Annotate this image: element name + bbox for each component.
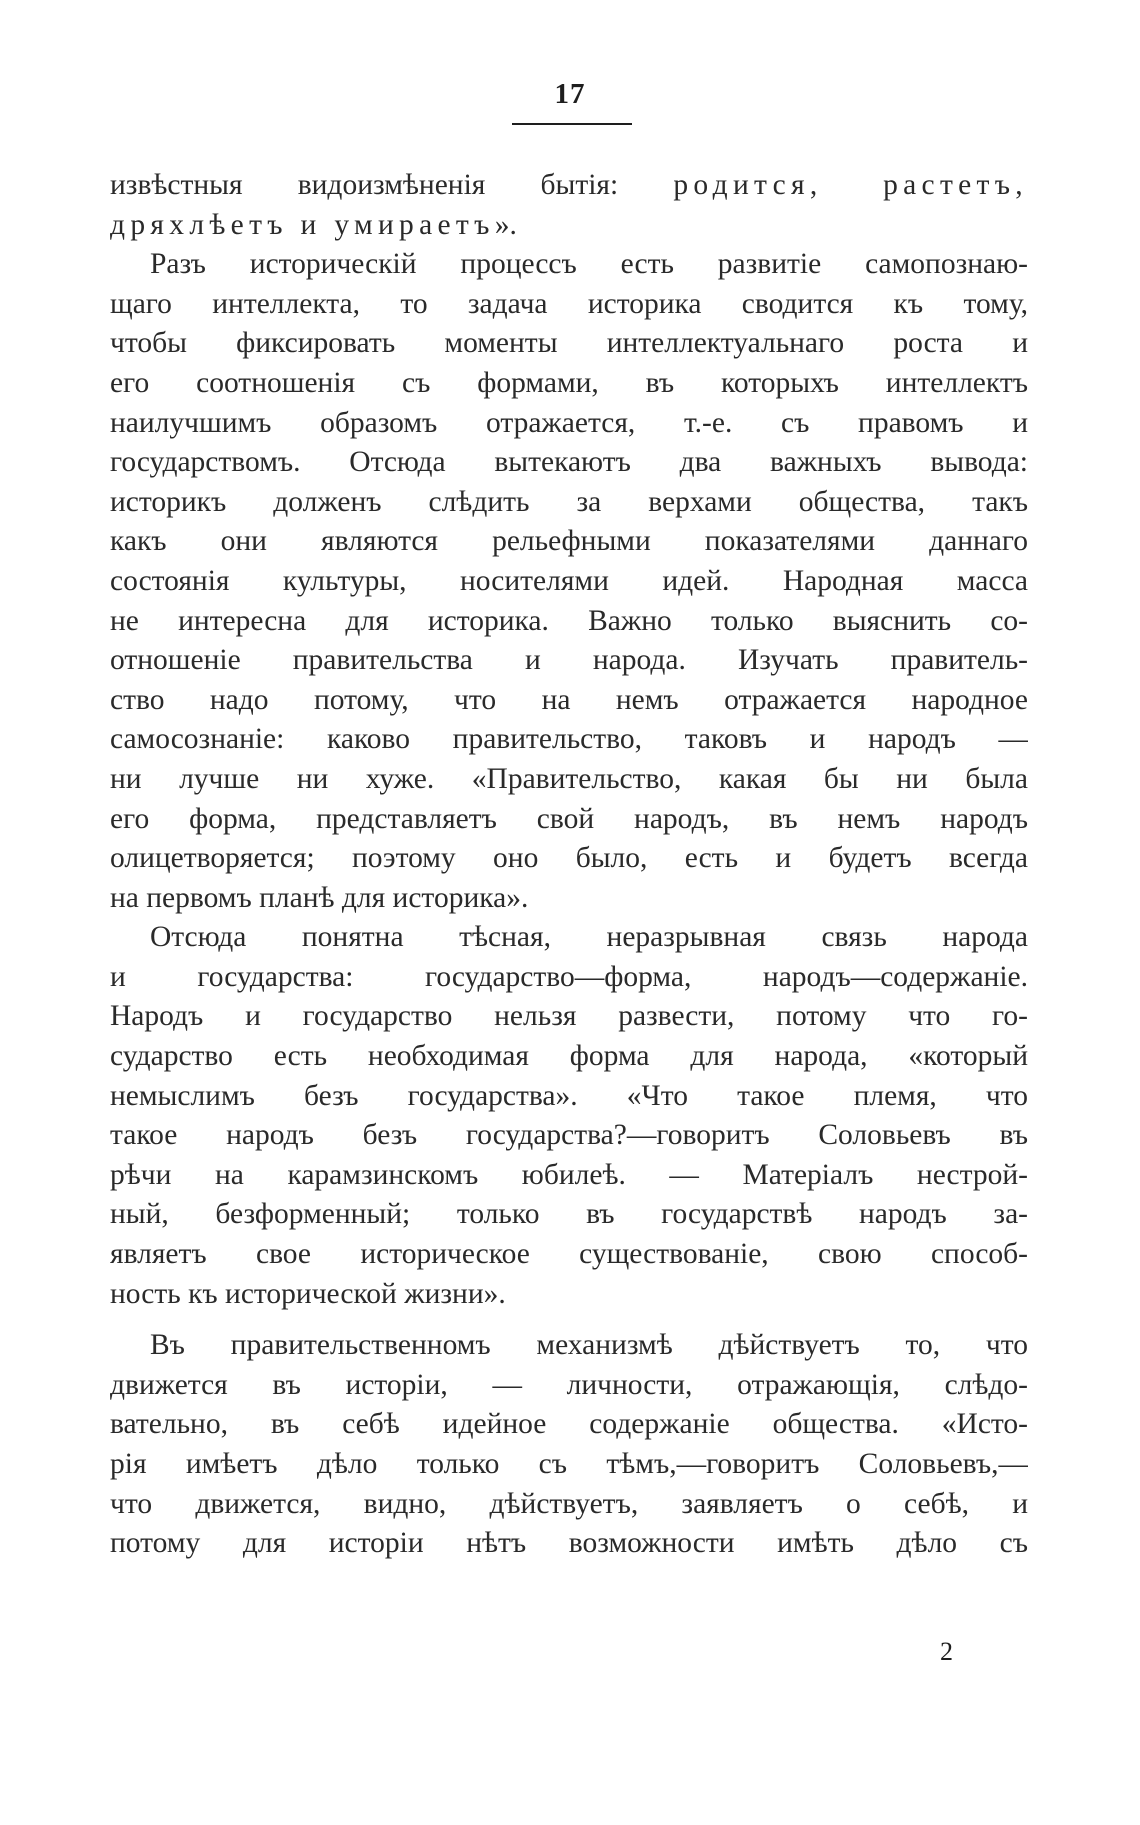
text-line: чтобы фиксировать моменты интеллектуальнаго роста и: [110, 327, 1028, 360]
text-line: движется въ исторіи, — личности, отражающія, слѣдо-: [110, 1368, 1028, 1401]
text-line: ный, безформенный; только въ государствѣ народъ за-: [110, 1198, 1028, 1231]
text-line: немыслимъ безъ государства». «Что такое племя, что: [110, 1079, 1028, 1112]
text-line: его соотношенія съ формами, въ которыхъ интеллектъ: [110, 366, 1028, 399]
text-line: являетъ свое историческое существованіе, свою способ-: [110, 1238, 1028, 1271]
text-line: ни лучше ни хуже. «Правительство, какая бы ни была: [110, 762, 1028, 795]
text-run: извѣстныя видоизмѣненія бытія:: [110, 169, 674, 201]
text-line: какъ они являются рельефными показателями даннаго: [110, 525, 1028, 558]
text-line: не интересна для историка. Важно только выяснить со-: [110, 604, 1028, 637]
text-line: [110, 206, 1028, 246]
page-number-rule: [512, 123, 632, 125]
text-line: наилучшимъ образомъ отражается, т.-е. съ правомъ и: [110, 406, 1028, 439]
text-line: рѣчи на карамзинскомъ юбилеѣ. — Матеріалъ нестрой-: [110, 1158, 1028, 1191]
text-line: потому для исторіи нѣтъ возможности имѣть дѣло съ: [110, 1527, 1028, 1560]
text-line: государствомъ. Отсюда вытекаютъ два важныхъ вывода:: [110, 446, 1028, 479]
text-line: щаго интеллекта, то задача историка сводится къ тому,: [110, 287, 1028, 320]
text-line: Отсюда понятна тѣсная, неразрывная связь народа: [150, 921, 1028, 954]
text-line: его форма, представляетъ свой народъ, въ немъ народъ: [110, 802, 1028, 835]
text-line: Народъ и государство нельзя развести, потому что го-: [110, 1000, 1028, 1033]
emphasis-text: дряхлѣетъ и умираетъ: [110, 208, 495, 241]
text-run: ».: [494, 208, 517, 241]
text-line: и государства: государство—форма, народъ—содержаніе.: [110, 960, 1028, 993]
text-line: Въ правительственномъ механизмѣ дѣйствуетъ то, что: [150, 1329, 1028, 1362]
page-number: 17: [554, 78, 586, 110]
text-line: историкъ долженъ слѣдить за верхами общества, такъ: [110, 485, 1028, 518]
text-line: на первомъ планѣ для историка».: [110, 881, 529, 914]
text-line: самосознаніе: каково правительство, таковъ и народъ —: [110, 723, 1028, 756]
text-body: [110, 166, 1028, 1564]
text-line: вательно, въ себѣ идейное содержаніе общества. «Исто-: [110, 1408, 1028, 1441]
text-line: такое народъ безъ государства?—говоритъ Соловьевъ въ: [110, 1119, 1028, 1152]
text-line: ство надо потому, что на немъ отражается народное: [110, 683, 1028, 716]
text-line: ность къ исторической жизни».: [110, 1277, 506, 1310]
text-line: [110, 166, 1028, 206]
text-line: отношеніе правительства и народа. Изучать правитель-: [110, 644, 1028, 677]
text-line: олицетворяется; поэтому оно было, есть и будетъ всегда: [110, 842, 1028, 875]
emphasis-text: родится, растетъ,: [673, 169, 1028, 201]
text-line: состоянія культуры, носителями идей. Народная масса: [110, 564, 1028, 597]
text-line: Разъ историческій процессъ есть развитіе самопознаю-: [150, 248, 1028, 281]
text-line: рія имѣетъ дѣло только съ тѣмъ,—говоритъ Соловьевъ,—: [110, 1448, 1028, 1480]
signature-mark: 2: [940, 1637, 953, 1666]
text-line: сударство есть необходимая форма для народа, «который: [110, 1040, 1028, 1073]
text-line: что движется, видно, дѣйствуетъ, заявляетъ о себѣ, и: [110, 1487, 1028, 1520]
